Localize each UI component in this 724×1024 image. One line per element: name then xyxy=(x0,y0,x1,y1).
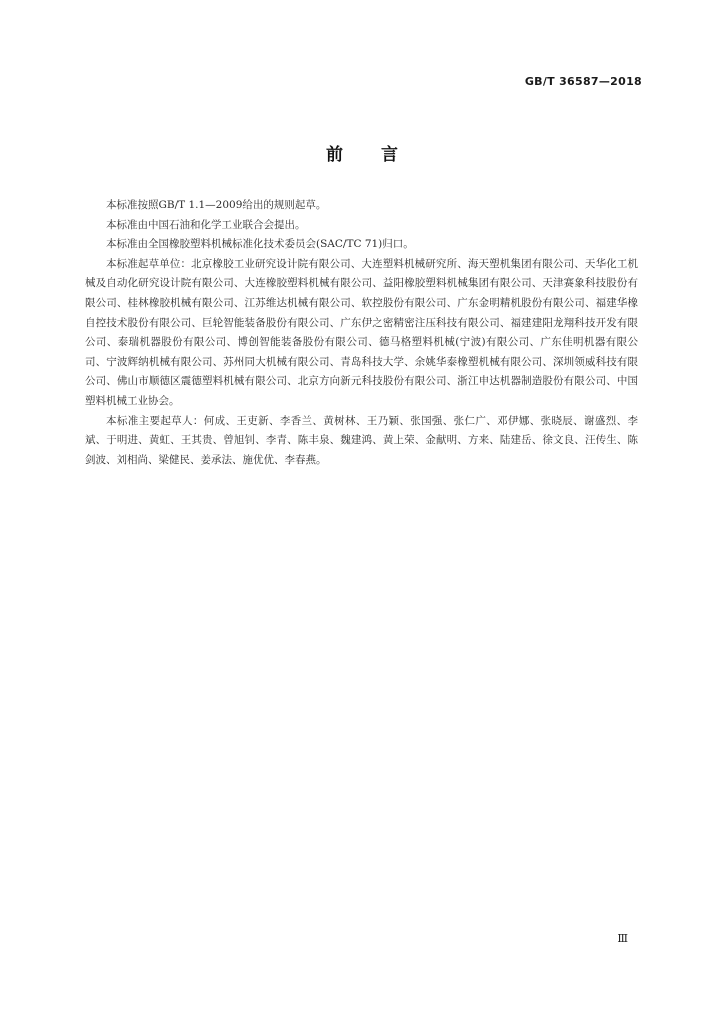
page-number: Ⅲ xyxy=(617,932,628,945)
paragraph-drafting-rules: 本标准按照GB/T 1.1—2009给出的规则起草。 xyxy=(106,199,327,211)
paragraph-drafting-units: 本标准起草单位：北京橡胶工业研究设计院有限公司、大连塑料机械研究所、海天塑机集团有限公司、天华化工机械及自动化研究设计院有限公司、大连橡胶塑料机械有限公司、益阳橡胶塑料机械集团有限公司、天津赛象科技股份有限公司、桂林橡胶机械有限公司、江苏维达机械有限公司、软控股份有限公司、广东金明精机股份有限公司、福建华橡自控技术股份有限公司、巨轮智能装备股份有限公司、广东伊之密精密注压科技有限公司、福建建阳龙翔科技开发有限公司、泰瑞机器股份有限公司、博创智能装备股份有限公司、德马格塑料机械(宁波)有限公司、广东佳明机器有限公司、宁波辉纳机械有限公司、苏州同大机械有限公司、青岛科技大学、余姚华泰橡塑机械有限公司、深圳领威科技有限公司、佛山市顺德区震德塑料机械有限公司、北京方向新元科技股份有限公司、浙江申达机器制造股份有限公司、中国塑料机械工业协会。 xyxy=(85,257,638,407)
paragraph-administrator: 本标准由全国橡胶塑料机械标准化技术委员会(SAC/TC 71)归口。 xyxy=(106,238,414,251)
foreword-body xyxy=(85,196,638,470)
paragraph-proposer: 本标准由中国石油和化学工业联合会提出。 xyxy=(106,218,306,231)
page-title: 前言 xyxy=(326,145,436,165)
standard-number: GB/T 36587—2018 xyxy=(524,75,642,88)
paragraph-drafters: 本标准主要起草人：何成、王吏新、李香兰、黄树林、王乃颖、张国强、张仁广、邓伊娜、张晓辰、谢盛烈、李斌、于明进、黄虹、王其贵、曾旭钊、李青、陈丰泉、魏建鸿、黄上荣、金献明、方来、陆建岳、徐文良、汪传生、陈剑波、刘相尚、梁健民、姜承法、施优优、李春燕。 xyxy=(85,414,638,466)
